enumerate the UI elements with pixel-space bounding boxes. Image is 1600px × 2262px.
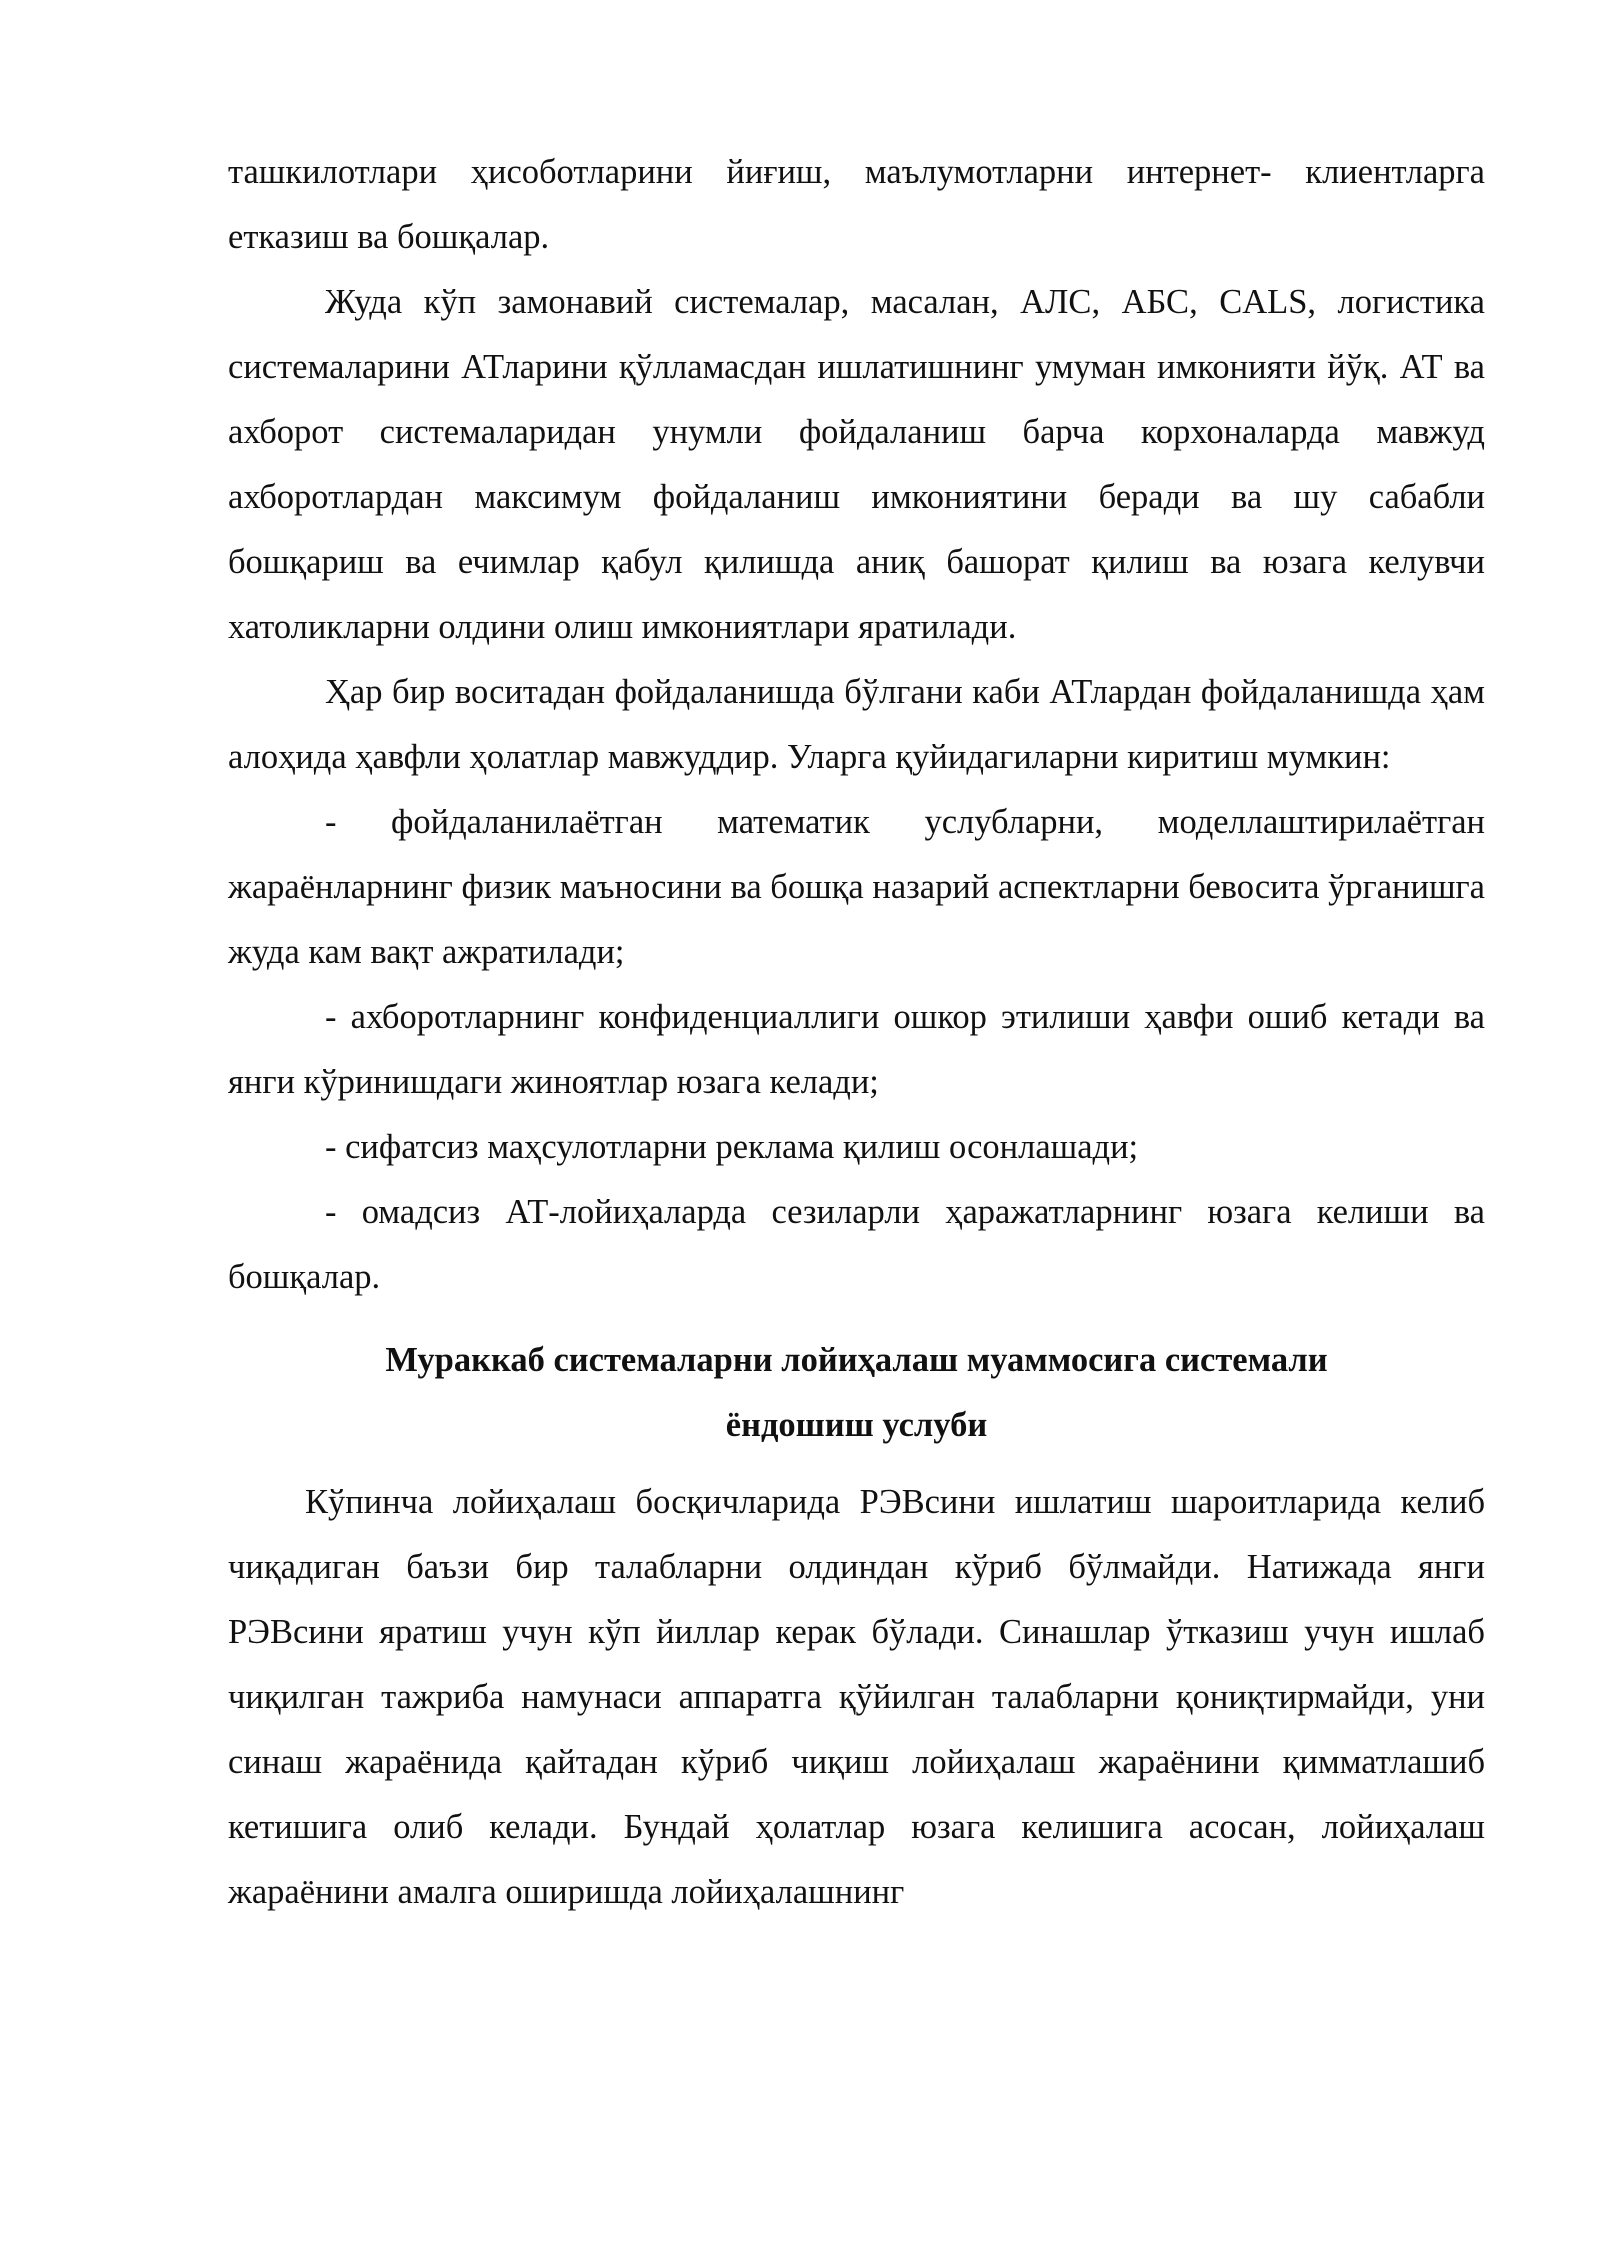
document-page: [228, 140, 1485, 1925]
paragraph-continuation: ташкилотлари ҳисоботларини йиғиш, маълумотларни интернет- клиентларга етказиш ва бошқалар.: [228, 153, 1485, 256]
paragraph-design-stages: Кўпинча лойиҳалаш босқичларида РЭВсини ишлатиш шароитларида келиб чиқадиган баъзи бир талабларни олдиндан кўриб бўлмайди. Натижада янги РЭВсини яратиш учун кўп йиллар керак бўлади. Синашлар ўтказиш учун ишлаб чиқилган тажриба намунаси аппаратга қўйилган талабларни қониқтирмайди, уни синаш жараёнида қайтадан кўриб чиқиш лойиҳалаш жараёнини қимматлашиб кетишига олиб келади. Бундай ҳолатлар юзага келишига асосан, лойиҳалаш жараёнини амалга оширишда лойиҳалашнинг: [228, 1483, 1485, 1911]
list-item-advertising: - сифатсиз маҳсулотларни реклама қилиш осонлашади;: [325, 1128, 1139, 1166]
list-item-confidentiality: - ахборотларнинг конфиденциаллиги ошкор этилиши ҳавфи ошиб кетади ва янги кўринишдаги жиноятлар юзага келади;: [228, 998, 1485, 1101]
section-heading-line-1: Мураккаб системаларни лойиҳалаш муаммосига системали: [385, 1341, 1328, 1379]
paragraph-modern-systems: Жуда кўп замонавий системалар, масалан, АЛС, АБС, CALS, логистика системаларини АТларини қўлламасдан ишлатишнинг умуман имконияти йўқ. АТ ва ахборот системаларидан унумли фойдаланиш барча корхоналарда мавжуд ахборотлардан максимум фойдаланиш имкониятини беради ва шу сабабли бошқариш ва ечимлар қабул қилишда аниқ башорат қилиш ва юзага келувчи хатоликларни олдини олиш имкониятлари яратилади.: [228, 283, 1485, 646]
list-item-math-methods: - фойдаланилаётган математик услубларни, моделлаштирилаётган жараёнларнинг физик маъносини ва бошқа назарий аспектларни бевосита ўрганишга жуда кам вақт ажратилади;: [228, 803, 1485, 971]
list-item-failed-projects: - омадсиз АТ-лойиҳаларда сезиларли ҳаражатларнинг юзага келиши ва бошқалар.: [228, 1193, 1485, 1296]
paragraph-risks-intro: Ҳар бир воситадан фойдаланишда бўлгани каби АТлардан фойдаланишда ҳам алоҳида ҳавфли ҳолатлар мавжуддир. Уларга қуйидагиларни киритиш мумкин:: [228, 673, 1485, 776]
section-heading: [228, 1328, 1485, 1458]
section-heading-line-2: ёндошиш услуби: [725, 1406, 988, 1444]
